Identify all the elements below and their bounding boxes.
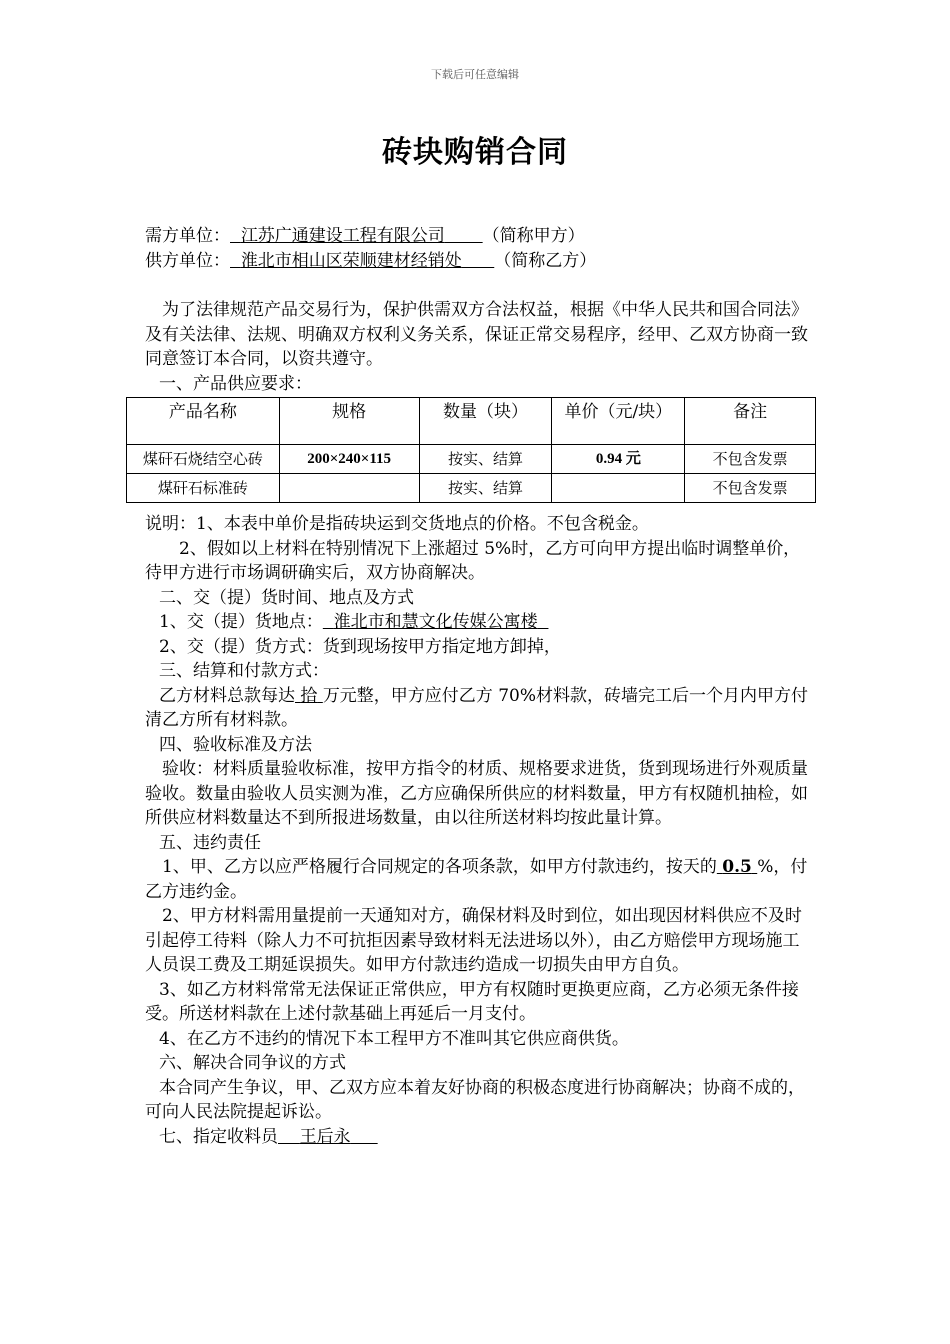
section1-title: 一、产品供应要求： [159, 373, 312, 394]
section2-title: 二、交（提）货时间、地点及方式 [159, 587, 414, 608]
breach-3: 3、如乙方材料常常无法保证正常供应，甲方有权随时更换更应商，乙方必须无条件接受。所送材料款在上述付款基础上再延后一月支付。 [145, 979, 799, 1024]
party-info [145, 224, 810, 273]
breach-1: 1、甲、乙方以应严格履行合同规定的各项条款，如甲方付款违约，按天的 0.5 %，付乙方违约金。 [145, 857, 808, 902]
receiver-row [145, 1125, 810, 1150]
note-1: 说明：1、本表中单价是指砖块运到交货地点的价格。不包含税金。 [145, 514, 649, 534]
seller-label: 供方单位： [145, 250, 230, 271]
seller-name: 淮北市相山区荣顺建材经销处 [240, 250, 462, 271]
product-table [126, 397, 816, 503]
receiver-name: 王后永 [299, 1126, 351, 1147]
delivery-place-row [145, 610, 810, 635]
buyer-suffix: （简称甲方） [482, 226, 585, 246]
cell-spec: 200×240×115 [279, 445, 419, 474]
buyer-name: 江苏广通建设工程有限公司 [240, 226, 445, 246]
delivery-place-label: 1、交（提）货地点： [159, 612, 323, 632]
cell-product: 煤矸石标准砖 [127, 474, 280, 503]
table-row [127, 474, 816, 503]
breach-rate: 0.5 [722, 857, 752, 877]
section7-label: 七、指定收料员 [159, 1126, 278, 1147]
cell-remark: 不包含发票 [685, 474, 816, 503]
section4-title: 四、验收标准及方法 [159, 734, 312, 755]
preamble-block [145, 298, 810, 396]
payment-terms: 乙方材料总款每达 拾 万元整，甲方应付乙方 70%材料款，砖墙完工后一个月内甲方付清乙方所有材料款。 [145, 685, 809, 730]
buyer-row [145, 224, 810, 249]
section5-title: 五、违约责任 [159, 832, 261, 853]
section3-title: 三、结算和付款方式： [159, 661, 329, 681]
delivery-place: 淮北市和慧文化传媒公寓楼 [333, 612, 538, 632]
header-product-name: 产品名称 [127, 398, 280, 445]
preamble: 为了法律规范产品交易行为，保护供需双方合法权益，根据《中华人民共和国合同法》及有关法律、法规、明确双方权利义务关系，保证正常交易程序，经甲、乙双方协商一致同意签订本合同，以资共遵守。 [145, 300, 808, 369]
cell-price: 0.94 元 [552, 445, 685, 474]
seller-suffix: （简称乙方） [494, 250, 597, 271]
header-spec: 规格 [279, 398, 419, 445]
header-quantity: 数量（块） [419, 398, 552, 445]
note-2: 2、假如以上材料在特别情况下上涨超过 5%时，乙方可向甲方提出临时调整单价，待甲方进行市场调研确实后，双方协商解决。 [145, 538, 801, 583]
cell-spec [279, 474, 419, 503]
dispute: 本合同产生争议，甲、乙双方应本着友好协商的积极态度进行协商解决；协商不成的，可向人民法院提起诉讼。 [145, 1077, 805, 1122]
contract-body [145, 512, 810, 1149]
section6-title: 六、解决合同争议的方式 [159, 1053, 346, 1073]
table-header-row [127, 398, 816, 445]
header-remark: 备注 [685, 398, 816, 445]
header-unit-price: 单价（元/块） [552, 398, 685, 445]
seller-row [145, 249, 810, 274]
payment-amount: 拾 [300, 685, 318, 706]
delivery-method: 2、交（提）货方式：货到现场按甲方指定地方卸掉， [159, 636, 561, 657]
cell-quantity: 按实、结算 [419, 474, 552, 503]
buyer-label: 需方单位： [145, 226, 230, 246]
table-row [127, 445, 816, 474]
breach-2: 2、甲方材料需用量提前一天通知对方，确保材料及时到位，如出现因材料供应不及时引起停工待料（除人力不可抗拒因素导致材料无法进场以外），由乙方赔偿甲方现场施工人员误工费及工期延误损失。如甲方付款违约造成一切损失由甲方自负。 [145, 906, 802, 975]
document-title: 砖块购销合同 [382, 135, 568, 170]
header-note: 下载后可任意编辑 [431, 68, 519, 81]
cell-product: 煤矸石烧结空心砖 [127, 445, 280, 474]
acceptance: 验收：材料质量验收标准，按甲方指令的材质、规格要求进货，货到现场进行外观质量验收。数量由验收人员实测为准，乙方应确保所供应的材料数量，甲方有权随机抽检，如所供应材料数量达不到所报进场数量，由以往所送材料均按此量计算。 [145, 759, 808, 828]
cell-quantity: 按实、结算 [419, 445, 552, 474]
cell-remark: 不包含发票 [685, 445, 816, 474]
breach-4: 4、在乙方不违约的情况下本工程甲方不准叫其它供应商供货。 [159, 1028, 629, 1049]
cell-price [552, 474, 685, 503]
